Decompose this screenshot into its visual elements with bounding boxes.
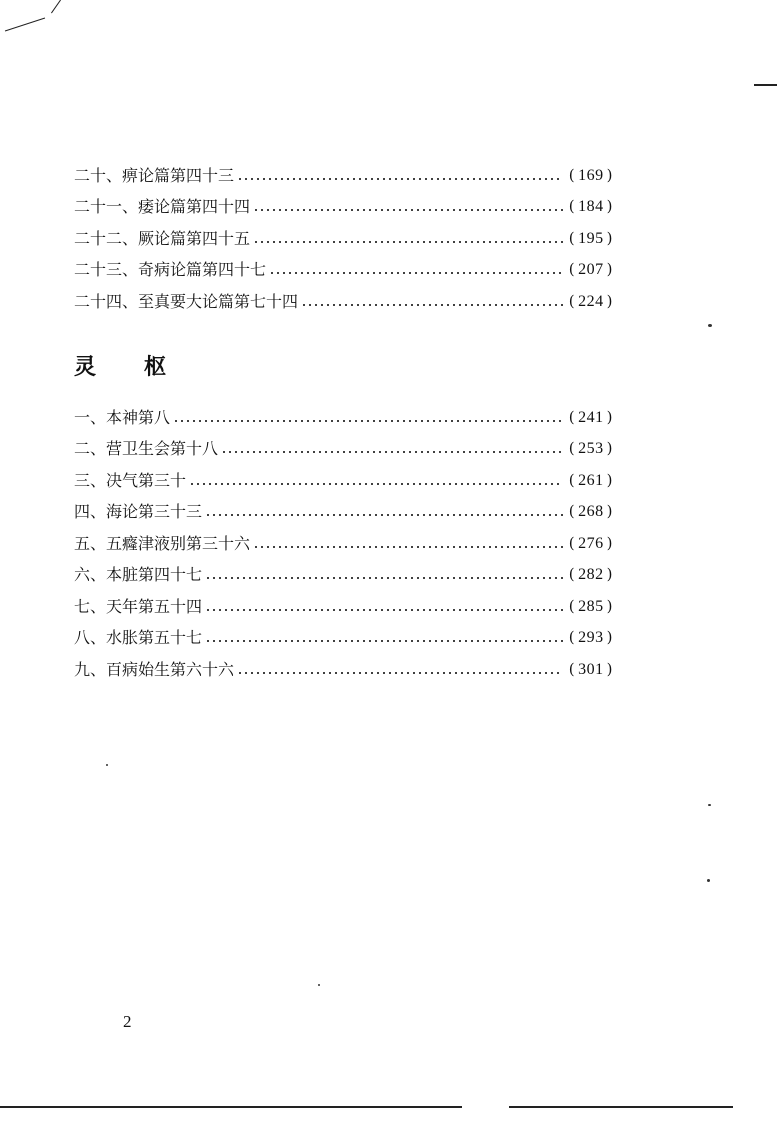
scan-artifact-bottom-right	[509, 1106, 733, 1108]
toc-entry	[74, 434, 616, 466]
toc-suwen-section	[74, 160, 616, 318]
toc-entry-title: 二十二、厥论篇第四十五	[74, 228, 251, 248]
paren-open: (	[568, 470, 576, 489]
toc-entry-title: 二、营卫生会第十八	[74, 439, 219, 459]
toc-page-number: 169	[578, 166, 604, 184]
toc-entry	[74, 192, 616, 224]
toc-page-ref	[566, 596, 616, 615]
toc-entry-title: 五、五癃津液别第三十六	[74, 533, 251, 553]
dot-leader	[173, 419, 563, 423]
toc-list-lingshu	[74, 402, 616, 686]
paren-close: )	[606, 502, 613, 521]
paren-close: )	[606, 197, 613, 216]
paren-close: )	[606, 260, 613, 279]
toc-entry	[74, 623, 616, 655]
toc-page-number: 207	[578, 261, 604, 279]
toc-page-number: 253	[578, 440, 604, 458]
toc-page-ref	[566, 567, 616, 583]
dot-leader	[253, 545, 563, 549]
toc-entry-title: 一、本神第八	[74, 407, 171, 427]
toc-page-number: 195	[578, 229, 604, 247]
paren-close: )	[606, 407, 613, 426]
toc-entry-title: 四、海论第三十三	[74, 502, 203, 522]
scan-speck	[318, 984, 320, 986]
scan-artifact-top-right	[754, 84, 777, 86]
paren-close: )	[606, 228, 613, 247]
scan-artifact-bottom-left	[0, 1106, 462, 1108]
toc-entry-title: 七、天年第五十四	[74, 596, 203, 616]
toc-page-number: 184	[578, 198, 604, 216]
toc-page-ref	[566, 504, 616, 520]
paren-close: )	[606, 659, 613, 678]
toc-entry-title: 二十三、奇病论篇第四十七	[74, 260, 267, 280]
toc-entry	[74, 560, 616, 592]
paren-open: (	[568, 565, 576, 584]
toc-entry	[74, 528, 616, 560]
paren-close: )	[606, 628, 613, 647]
paren-open: (	[568, 596, 576, 615]
scan-speck	[708, 324, 712, 327]
toc-entry	[74, 465, 616, 497]
dot-leader	[237, 671, 563, 675]
paren-close: )	[606, 291, 613, 310]
toc-entry-title: 九、百病始生第六十六	[74, 659, 235, 679]
scan-speck	[106, 764, 108, 766]
dot-leader	[189, 482, 563, 486]
dot-leader	[205, 513, 563, 517]
toc-entry	[74, 160, 616, 192]
toc-entry	[74, 591, 616, 623]
dot-leader	[205, 576, 563, 580]
toc-entry-title: 二十、痹论篇第四十三	[74, 165, 235, 185]
dot-leader	[253, 208, 563, 212]
toc-page-ref	[566, 262, 616, 278]
toc-entry-title: 三、决气第三十	[74, 470, 187, 490]
toc-page-ref	[566, 659, 616, 678]
dot-leader	[221, 450, 563, 454]
paren-open: (	[568, 407, 576, 426]
paren-open: (	[568, 228, 576, 247]
toc-page-number: 282	[578, 566, 604, 584]
scan-speck	[708, 804, 711, 806]
paren-open: (	[568, 502, 576, 521]
toc-page-number: 301	[578, 660, 604, 678]
paren-open: (	[568, 439, 576, 458]
toc-page-ref	[566, 630, 616, 646]
toc-page-ref	[566, 228, 616, 247]
paren-close: )	[606, 533, 613, 552]
toc-page-number: 268	[578, 503, 604, 521]
toc-page-ref	[566, 291, 616, 310]
paren-open: (	[568, 533, 576, 552]
dot-leader	[205, 608, 563, 612]
toc-entry	[74, 255, 616, 287]
toc-page-ref	[566, 199, 616, 215]
toc-list-suwen	[74, 160, 616, 318]
toc-entry-title: 二十四、至真要大论篇第七十四	[74, 291, 299, 311]
section-heading-lingshu: 灵枢	[74, 355, 215, 380]
toc-page-number: 241	[578, 408, 604, 426]
paren-close: )	[606, 165, 613, 184]
scan-artifact-top-left-2	[51, 0, 61, 13]
toc-entry-title: 二十一、痿论篇第四十四	[74, 197, 251, 217]
toc-entry-title: 八、水胀第五十七	[74, 628, 203, 648]
toc-entry	[74, 286, 616, 318]
toc-entry	[74, 654, 616, 686]
toc-entry	[74, 402, 616, 434]
dot-leader	[253, 240, 563, 244]
paren-open: (	[568, 291, 576, 310]
toc-page-ref	[566, 441, 616, 457]
toc-page-number: 276	[578, 534, 604, 552]
dot-leader	[301, 303, 563, 307]
dot-leader	[269, 271, 563, 275]
toc-page-ref	[566, 165, 616, 184]
toc-entry	[74, 223, 616, 255]
toc-page-number: 261	[578, 471, 604, 489]
paren-open: (	[568, 165, 576, 184]
toc-page-number: 224	[578, 292, 604, 310]
toc-page-ref	[566, 407, 616, 426]
toc-page-ref	[566, 533, 616, 552]
toc-page-number: 293	[578, 629, 604, 647]
paren-close: )	[606, 596, 613, 615]
paren-close: )	[606, 565, 613, 584]
paren-open: (	[568, 628, 576, 647]
dot-leader	[237, 177, 563, 181]
paren-close: )	[606, 439, 613, 458]
dot-leader	[205, 639, 563, 643]
toc-page-ref	[566, 470, 616, 489]
toc-entry-title: 六、本脏第四十七	[74, 565, 203, 585]
toc-page-number: 285	[578, 597, 604, 615]
toc-lingshu-section	[74, 402, 616, 686]
paren-open: (	[568, 260, 576, 279]
scan-speck	[707, 879, 710, 882]
page-number: 2	[123, 1012, 132, 1031]
scan-artifact-top-left	[5, 18, 45, 32]
toc-entry	[74, 497, 616, 529]
paren-open: (	[568, 197, 576, 216]
paren-open: (	[568, 659, 576, 678]
paren-close: )	[606, 470, 613, 489]
